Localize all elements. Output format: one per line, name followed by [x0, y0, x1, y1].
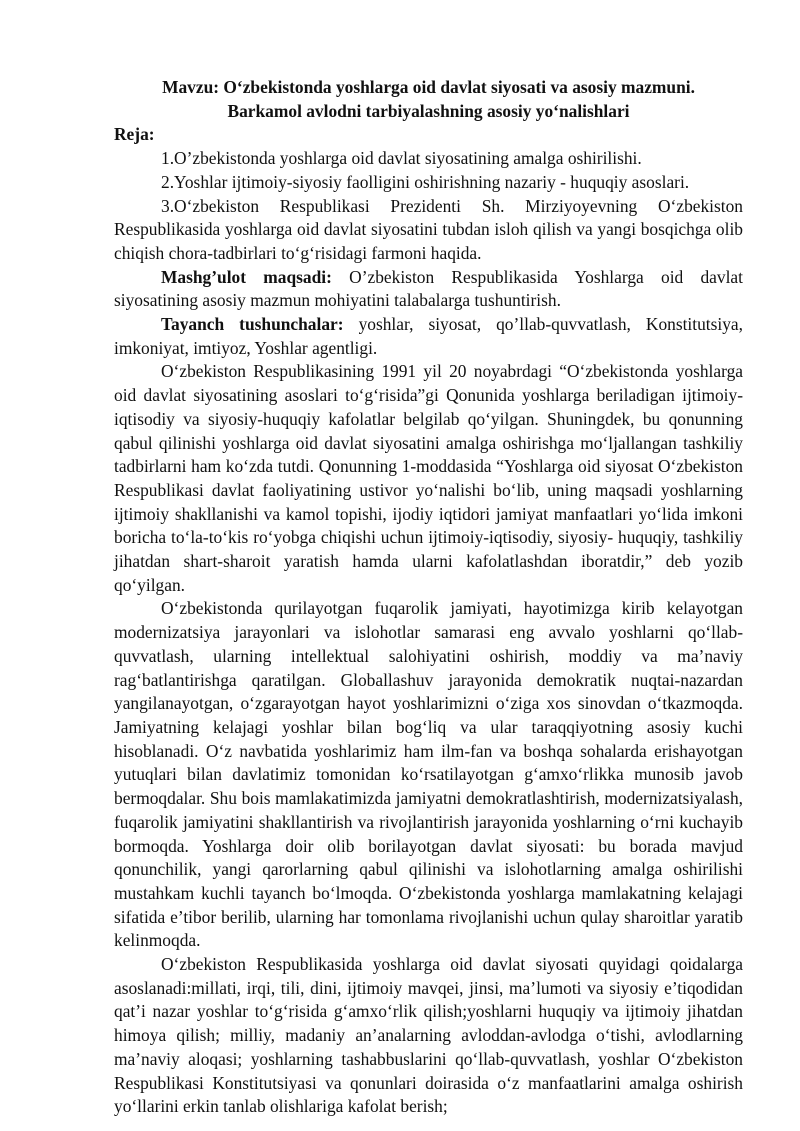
plan-item-2: 2.Yoshlar ijtimoiy-siyosiy faolligini oshirishning nazariy - huquqiy asoslari.: [161, 171, 690, 192]
plan-list: [114, 147, 743, 266]
plan-item-1: 1.O’zbekistonda yoshlarga oid davlat siyosatining amalga oshirilishi.: [161, 148, 642, 169]
plan-item-3: 3.O‘zbekiston Respublikasi Prezidenti Sh. Mirziyoyevning O‘zbekiston Respublikasida yoshlarga oid davlat siyosatini tubdan isloh qilish va yangi bosqichga olib chiqish chora-tadbirlari to‘g‘risidagi farmoni haqida.: [114, 195, 743, 263]
lesson-goal-text: O’zbekiston Respublikasida Yoshlarga oid davlat siyosatining asosiy mazmun mohiyatini talabalarga tushuntirish.: [114, 266, 743, 311]
plan-heading: Reja:: [114, 124, 155, 145]
lesson-goal: [114, 266, 743, 313]
title-line-1: Mavzu: O‘zbekistonda yoshlarga oid davlat siyosati va asosiy mazmuni.: [162, 77, 695, 97]
key-concepts-label: Tayanch tushunchalar:: [161, 314, 344, 335]
body-paragraph-1: O‘zbekiston Respublikasining 1991 yil 20 noyabrdagi “O‘zbekistonda yoshlarga oid davlat siyosatining asoslari to‘g‘risida”gi Qonunida yoshlarga beriladigan ijtimoiy- iqtisodiy va siyosiy-huquqiy kafolatlar belgilab qo‘yilgan. Shuningdek, bu qonunning qabul qilinishi yoshlarga oid davlat siyosatini amalga oshirishga mo‘ljallangan tashkiliy tadbirlarni ham ko‘zda tutdi. Qonunning 1-moddasida “Yoshlarga oid siyosat O‘zbekiston Respublikasi davlat faoliyatining ustivor yo‘nalishi bo‘lib, uning maqsadi yoshlarning ijtimoiy shakllanishi va kamol topishi, ijodiy iqtidori jamiyat manfaatlari yo‘lida imkoni boricha to‘la-to‘kis ro‘yobga chiqishi uchun ijtimoiy-iqtisodiy, siyosiy- huquqiy, tashkiliy jihatdan shart-sharoit yaratish hamda ularni kafolatlashdan iboratdir,” deb yozib qo‘yilgan.: [114, 361, 743, 595]
lesson-goal-label: Mashg’ulot maqsadi:: [161, 266, 332, 287]
body-paragraph-3: O‘zbekiston Respublikasida yoshlarga oid davlat siyosati quyidagi qoidalarga asoslanadi:millati, irqi, tili, dini, ijtimoiy mavqei, jinsi, ma’lumoti va siyosiy e’tiqodidan qat’i nazar yoshlar to‘g‘risida g‘amxo‘rlik qilish;yoshlarni huquqiy va ijtimoiy jihatdan himoya qilish; milliy, madaniy an’analarning avloddan-avlodga o‘tishi, avlodlarning ma’naviy aloqasi; yoshlarning tashabbuslarini qo‘llab-quvvatlash, yoshlar O‘zbekiston Respublikasi Konstitutsiyasi va qonunlari doirasida o‘z manfaatlarini amalga oshirish yo‘llarini erkin tanlab olishlariga kafolat berish;: [114, 954, 743, 1117]
key-concepts: [114, 313, 743, 360]
document-title: [114, 76, 743, 123]
key-concepts-text: yoshlar, siyosat, qo’llab-quvvatlash, Konstitutsiya, imkoniyat, imtiyoz, Yoshlar agentligi.: [114, 314, 743, 358]
title-line-2: Barkamol avlodni tarbiyalashning asosiy yo‘nalishlari: [227, 100, 630, 121]
body-paragraph-2: O‘zbekistonda qurilayotgan fuqarolik jamiyati, hayotimizga kirib kelayotgan modernizatsiya jarayonlari va islohotlar samarasi eng avvalo yoshlarni qo‘llab-quvvatlash, ularning intellektual salohiyatini oshirish, moddiy va ma’naviy rag‘batlantirishga qaratilgan. Globallashuv jarayonida demokratik nuqtai-nazardan yangilanayotgan, o‘zgarayotgan hayot yoshlarimizni o‘ziga xos sinovdan o‘tkazmoqda. Jamiyatning kelajagi yoshlar bilan bog‘liq va ular taraqqiyotning asosiy kuchi hisoblanadi. O‘z navbatida yoshlarimiz ham ilm-fan va boshqa sohalarda erishayotgan yutuqlari bilan davlatimiz tomonidan ko‘rsatilayotgan g‘amxo‘rlikka munosib javob bermoqdalar. Shu bois mamlakatimizda jamiyatni demokratlashtirish, modernizatsiyalash, fuqarolik jamiyatini shakllantirish va rivojlantirish jarayonida yoshlarning o‘rni kuchayib bormoqda. Yoshlarga doir olib borilayotgan davlat siyosati: bu borada mavjud qonunchilik, yangi qarorlarning qabul qilinishi va islohotlarning amalga oshirilishi mustahkam kuchli tayanch bo‘lmoqda. O‘zbekistonda yoshlarga mamlakatning kelajagi sifatida e’tibor berilib, ularning har tomonlama rivojlanishi uchun qulay sharoitlar yaratib kelinmoqda.: [114, 598, 743, 951]
